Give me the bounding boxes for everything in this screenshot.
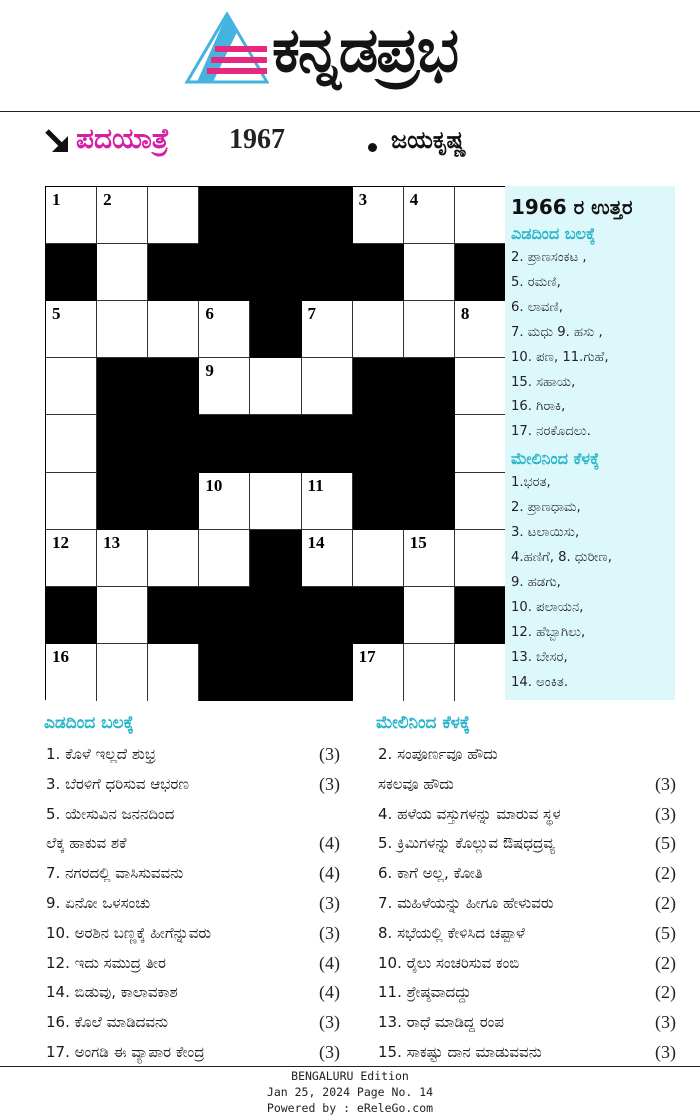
previous-across-list bbox=[511, 246, 675, 445]
previous-answer-item: 10. ಪಲಾಯನ, bbox=[511, 599, 584, 615]
clue-row bbox=[44, 889, 344, 919]
clue-text: 4. ಹಳೆಯ ವಸ್ತುಗಳನ್ನು ಮಾರುವ ಸ್ಥಳ bbox=[378, 804, 561, 823]
previous-answer-item: 10. ಪಣ, 11.ಗುಹೆ, bbox=[511, 349, 609, 365]
grid-cell[interactable] bbox=[404, 301, 455, 358]
grid-cell[interactable] bbox=[199, 301, 250, 358]
grid-cell-black bbox=[97, 358, 148, 415]
previous-answer-item: 13. ಬೇಸರ, bbox=[511, 649, 568, 665]
clue-number: 12 bbox=[52, 532, 69, 552]
clue-length: (4) bbox=[319, 952, 340, 973]
across-heading: ಎಡದಿಂದ ಬಲಕ್ಕೆ bbox=[44, 713, 134, 733]
grid-cell-black bbox=[455, 587, 506, 644]
clue-number: 2 bbox=[103, 190, 112, 209]
clue-row bbox=[376, 949, 680, 979]
grid-cell-black bbox=[302, 644, 353, 701]
grid-cell[interactable] bbox=[353, 644, 404, 701]
clue-length: (5) bbox=[655, 922, 676, 943]
grid-cell-black bbox=[302, 187, 353, 244]
grid-cell-black bbox=[302, 244, 353, 301]
previous-answer-item: 12. ಹೆಬ್ಬಾಗಿಲು, bbox=[511, 624, 586, 640]
clue-number: 1 bbox=[52, 190, 61, 209]
previous-answer-item: 4.ಹಣಿಗೆ, 8. ಧುರೀಣ, bbox=[511, 549, 612, 565]
grid-cell[interactable] bbox=[302, 530, 353, 587]
clue-text: 15. ಸಾಕಷ್ಟು ದಾನ ಮಾಡುವವನು bbox=[378, 1042, 542, 1061]
footer bbox=[0, 1066, 700, 1117]
clue-row bbox=[44, 1008, 344, 1038]
grid-cell-black bbox=[97, 473, 148, 530]
crossword-grid bbox=[45, 186, 505, 700]
grid-cell[interactable] bbox=[97, 244, 148, 301]
previous-answer-item: 2. ಪ್ರಾಣಧಾಮ, bbox=[511, 500, 581, 516]
clue-number: 5 bbox=[52, 304, 61, 324]
grid-cell-black bbox=[353, 473, 404, 530]
clue-length: (3) bbox=[655, 773, 676, 794]
clue-text: 5. ಯೇಸುವಿನ ಜನನದಿಂದ bbox=[46, 804, 175, 823]
grid-cell[interactable] bbox=[302, 473, 353, 530]
clue-length: (3) bbox=[319, 1012, 340, 1033]
clue-text: 3. ಬೆರಳಿಗೆ ಧರಿಸುವ ಆಭರಣ bbox=[46, 774, 189, 793]
grid-cell[interactable] bbox=[148, 530, 199, 587]
clue-length: (3) bbox=[319, 922, 340, 943]
clue-row bbox=[44, 1038, 344, 1068]
clue-number: 10 bbox=[205, 475, 223, 495]
clue-number: 9 bbox=[205, 361, 214, 381]
clue-text: ಲೆಕ್ಕ ಹಾಕುವ ಶಕೆ bbox=[46, 834, 127, 853]
grid-cell-black bbox=[250, 530, 301, 587]
clue-text: 6. ಕಾಗೆ ಅಲ್ಲ, ಕೋತಿ bbox=[378, 864, 483, 883]
grid-cell[interactable] bbox=[46, 358, 97, 415]
clue-length: (3) bbox=[655, 1041, 676, 1062]
grid-cell[interactable] bbox=[455, 473, 506, 530]
bullet-icon bbox=[368, 143, 377, 152]
clue-text: 14. ಬಿಡುವು, ಕಾಲಾವಕಾಶ bbox=[46, 983, 178, 1002]
previous-down-heading: ಮೇಲಿನಿಂದ ಕೆಳಕ್ಕೆ bbox=[511, 449, 600, 469]
clue-text: 12. ಇದು ಸಮುದ್ರ ತೀರ bbox=[46, 953, 166, 972]
grid-cell-black bbox=[404, 415, 455, 472]
grid-cell[interactable] bbox=[455, 530, 506, 587]
previous-answer-item: 1.ಭರತ, bbox=[511, 475, 551, 491]
clue-number: 13 bbox=[103, 532, 121, 552]
clue-number: 17 bbox=[358, 646, 376, 666]
previous-answer-item: 17. ನರಕೊದಲು. bbox=[511, 424, 591, 440]
grid-cell[interactable] bbox=[404, 644, 455, 701]
grid-cell-black bbox=[148, 358, 199, 415]
grid-cell[interactable] bbox=[404, 187, 455, 244]
grid-cell[interactable] bbox=[455, 415, 506, 472]
clue-text: 13. ರಾಧೆ ಮಾಡಿದ್ದ ರಂಪ bbox=[378, 1013, 504, 1032]
clue-length: (2) bbox=[655, 863, 676, 884]
grid-cell[interactable] bbox=[46, 473, 97, 530]
grid-cell-black bbox=[353, 587, 404, 644]
grid-cell[interactable] bbox=[353, 187, 404, 244]
clue-length: (2) bbox=[655, 982, 676, 1003]
grid-cell-black bbox=[250, 415, 301, 472]
grid-cell[interactable] bbox=[199, 530, 250, 587]
clue-length: (4) bbox=[319, 982, 340, 1003]
clue-length: (3) bbox=[319, 744, 340, 764]
author-name: ಜಯಕೃಷ್ಣ bbox=[391, 126, 467, 154]
clue-length: (5) bbox=[655, 833, 676, 854]
clue-row bbox=[44, 770, 344, 800]
grid-cell[interactable] bbox=[97, 301, 148, 358]
clue-number: 14 bbox=[307, 532, 325, 552]
clue-length: (3) bbox=[319, 773, 340, 794]
clue-text: 2. ಸಂಪೂರ್ಣವೂ ಹೌದು bbox=[378, 745, 498, 763]
grid-cell[interactable] bbox=[97, 587, 148, 644]
clue-row bbox=[44, 800, 344, 830]
grid-cell-black bbox=[250, 301, 301, 358]
powered-by-link[interactable]: Powered by : eReleGo.com bbox=[266, 1101, 434, 1115]
grid-cell[interactable] bbox=[455, 644, 506, 701]
grid-cell[interactable] bbox=[455, 301, 506, 358]
grid-cell-black bbox=[199, 587, 250, 644]
grid-cell-black bbox=[46, 244, 97, 301]
clue-number: 4 bbox=[409, 190, 419, 209]
previous-answer-item: 2. ಪ್ರಾಣಸಂಕಟ , bbox=[511, 250, 587, 265]
across-clue-list bbox=[44, 740, 344, 1068]
clue-row bbox=[376, 1008, 680, 1038]
grid-cell[interactable] bbox=[455, 187, 506, 244]
clue-text: ಸಕಲವೂ ಹೌದು bbox=[378, 774, 454, 793]
grid-cell-black bbox=[148, 473, 199, 530]
previous-answer-item: 15. ಸಹಾಯ, bbox=[511, 374, 576, 390]
clue-row bbox=[376, 978, 680, 1008]
grid-cell-black bbox=[353, 415, 404, 472]
clue-text: 10. ಅರಶಿನ ಬಣ್ಣಕ್ಕೆ ಹೀಗೆನ್ನುವರು bbox=[46, 923, 212, 942]
previous-answer-item: 9. ಹಡಗು, bbox=[511, 574, 561, 590]
clue-text: 5. ಕ್ರಿಮಿಗಳನ್ನು ಕೊಲ್ಲುವ ಔಷಧದ್ರವ್ಯ bbox=[378, 834, 555, 853]
previous-answer-item: 3. ಟಲಾಯಿಸು, bbox=[511, 525, 580, 541]
clue-number: 11 bbox=[307, 475, 324, 495]
grid-cell-black bbox=[97, 415, 148, 472]
clue-number: 3 bbox=[358, 190, 368, 209]
clue-row bbox=[376, 800, 680, 830]
clue-text: 9. ಏನೋ ಒಳಸಂಚು bbox=[46, 893, 151, 912]
grid-cell-black bbox=[250, 187, 301, 244]
clue-length: (2) bbox=[655, 952, 676, 973]
clue-text: 16. ಕೊಲೆ ಮಾಡಿದವನು bbox=[46, 1013, 169, 1032]
clue-length: (3) bbox=[655, 1012, 676, 1033]
previous-answer-item: 5. ರಮಣಿ, bbox=[511, 274, 561, 290]
clue-row bbox=[44, 978, 344, 1008]
clue-length: (3) bbox=[319, 892, 340, 913]
clue-length: (2) bbox=[655, 892, 676, 913]
clue-row bbox=[44, 859, 344, 889]
clue-number: 15 bbox=[409, 532, 427, 552]
grid-cell-black bbox=[148, 415, 199, 472]
grid-cell[interactable] bbox=[404, 244, 455, 301]
grid-cell-black bbox=[250, 244, 301, 301]
across-clues bbox=[44, 708, 344, 1068]
grid-cell[interactable] bbox=[199, 358, 250, 415]
previous-down-list bbox=[511, 471, 675, 695]
puzzle-number: 1967 bbox=[229, 124, 285, 155]
grid-cell[interactable] bbox=[404, 587, 455, 644]
grid-cell[interactable] bbox=[199, 473, 250, 530]
previous-answer-item: 6. ಲಾವಣಿ, bbox=[511, 299, 563, 315]
grid-cell[interactable] bbox=[148, 644, 199, 701]
grid-cell[interactable] bbox=[148, 301, 199, 358]
grid-cell-black bbox=[302, 587, 353, 644]
clue-row bbox=[376, 740, 680, 770]
grid-cell[interactable] bbox=[46, 187, 97, 244]
grid-cell[interactable] bbox=[46, 415, 97, 472]
clue-text: 7. ನಗರದಲ್ಲಿ ವಾಸಿಸುವವನು bbox=[46, 864, 184, 883]
grid-cell-black bbox=[199, 644, 250, 701]
clue-row bbox=[44, 919, 344, 949]
grid-cell[interactable] bbox=[46, 644, 97, 701]
grid-cell-black bbox=[404, 473, 455, 530]
feature-title: ಪದಯಾತ್ರೆ bbox=[76, 122, 170, 155]
grid-cell[interactable] bbox=[353, 301, 404, 358]
clue-length: (3) bbox=[319, 1041, 340, 1062]
clue-row bbox=[376, 770, 680, 800]
clue-text: 8. ಸಭೆಯಲ್ಲಿ ಕೇಳಿಸಿದ ಚಪ್ಪಾಳೆ bbox=[378, 923, 525, 942]
grid-cell-black bbox=[148, 587, 199, 644]
clue-row bbox=[376, 889, 680, 919]
grid-cell[interactable] bbox=[46, 530, 97, 587]
clue-row bbox=[376, 859, 680, 889]
clue-text: 17. ಅಂಗಡಿ ಈ ವ್ಯಾಪಾರ ಕೇಂದ್ರ bbox=[46, 1042, 205, 1061]
grid-cell-black bbox=[250, 587, 301, 644]
grid-cell-black bbox=[199, 244, 250, 301]
clue-length: (4) bbox=[319, 833, 340, 854]
arrow-down-right-icon bbox=[44, 128, 70, 154]
clue-row bbox=[376, 919, 680, 949]
clue-row bbox=[44, 740, 344, 770]
grid-cell-black bbox=[199, 415, 250, 472]
grid-cell-black bbox=[353, 358, 404, 415]
down-clues bbox=[376, 708, 680, 1068]
previous-answer-item: 14. ಅಂಕಿತ. bbox=[511, 674, 569, 690]
clue-text: 1. ಕೊಳೆ ಇಲ್ಲದೆ ಶುಭ್ರ bbox=[46, 745, 156, 763]
date-page-label: Jan 25, 2024 Page No. 14 bbox=[266, 1085, 434, 1099]
logo-triangle-icon bbox=[183, 12, 269, 84]
feature-header bbox=[0, 120, 700, 176]
clue-number: 16 bbox=[52, 646, 69, 666]
clue-number: 7 bbox=[307, 304, 317, 324]
grid-cell[interactable] bbox=[97, 187, 148, 244]
grid-cell-black bbox=[455, 244, 506, 301]
clue-number: 8 bbox=[460, 304, 470, 324]
grid-cell-black bbox=[148, 244, 199, 301]
clue-row bbox=[376, 1038, 680, 1068]
grid-cell[interactable] bbox=[46, 301, 97, 358]
edition-label: BENGALURU Edition bbox=[291, 1069, 409, 1083]
clue-row bbox=[44, 829, 344, 859]
grid-cell-black bbox=[404, 358, 455, 415]
previous-answer-item: 7. ಮಧು 9. ಹಸು , bbox=[511, 324, 603, 340]
grid-cell[interactable] bbox=[250, 473, 301, 530]
grid-cell[interactable] bbox=[97, 530, 148, 587]
clue-row bbox=[44, 949, 344, 979]
grid-cell[interactable] bbox=[404, 530, 455, 587]
down-heading: ಮೇಲಿನಿಂದ ಕೆಳಕ್ಕೆ bbox=[376, 713, 470, 733]
previous-across-heading: ಎಡದಿಂದ ಬಲಕ್ಕೆ bbox=[511, 224, 596, 243]
grid-cell[interactable] bbox=[353, 530, 404, 587]
grid-cell-black bbox=[353, 244, 404, 301]
grid-cell[interactable] bbox=[250, 358, 301, 415]
grid-cell-black bbox=[46, 587, 97, 644]
clue-number: 6 bbox=[205, 304, 214, 324]
grid-cell[interactable] bbox=[302, 301, 353, 358]
down-clue-list bbox=[376, 740, 680, 1068]
previous-answer-item: 16. ಗಿರಾಕಿ, bbox=[511, 399, 566, 415]
clue-row bbox=[376, 829, 680, 859]
grid-cell[interactable] bbox=[302, 358, 353, 415]
logo-wordmark: ಕನ್ನಡಪ್ರಭ bbox=[272, 13, 458, 86]
grid-cell[interactable] bbox=[455, 358, 506, 415]
clue-text: 11. ಶ್ರೇಷ್ಠವಾದದ್ದು bbox=[378, 983, 472, 1002]
grid-cell[interactable] bbox=[148, 187, 199, 244]
clue-length: (4) bbox=[319, 863, 340, 884]
previous-answers-panel bbox=[505, 186, 675, 700]
grid-cell[interactable] bbox=[97, 644, 148, 701]
grid-cell-black bbox=[199, 187, 250, 244]
grid-cell-black bbox=[250, 644, 301, 701]
clue-text: 10. ರೈಲು ಸಂಚರಿಸುವ ಕಂಬಿ bbox=[378, 953, 520, 972]
previous-answers-title: 1966 ರ ಉತ್ತರ bbox=[511, 195, 633, 219]
grid-cell-black bbox=[302, 415, 353, 472]
masthead bbox=[0, 0, 700, 112]
clue-text: 7. ಮಹಿಳೆಯನ್ನು ಹೀಗೂ ಹೇಳುವರು bbox=[378, 893, 554, 912]
clue-length: (3) bbox=[655, 803, 676, 824]
